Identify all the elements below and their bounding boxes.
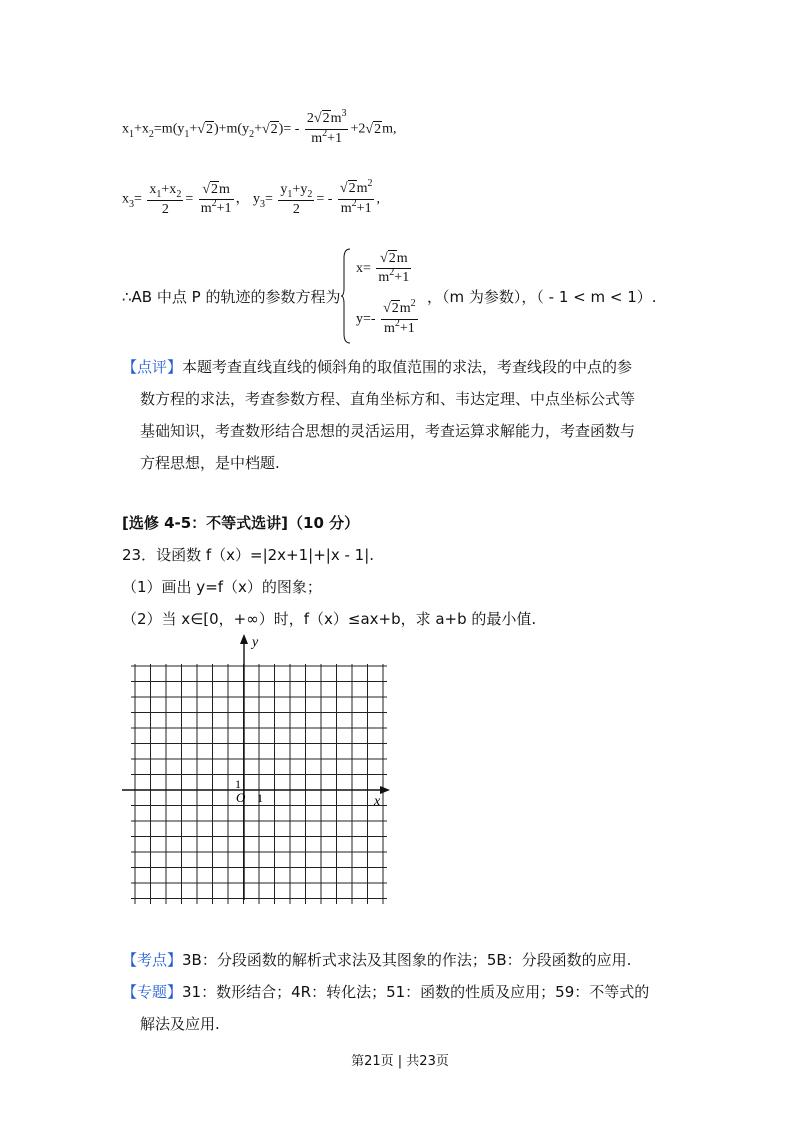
x-axis-arrow-icon xyxy=(380,786,390,794)
subscript: 2 xyxy=(148,128,154,140)
radicand: 2 xyxy=(374,121,382,137)
text: m xyxy=(311,131,323,146)
comment-line-4: 方程思想，是中档题. xyxy=(140,454,280,472)
y-axis-label: y xyxy=(252,635,259,650)
text: x xyxy=(149,181,157,197)
origin-label: O xyxy=(236,790,246,805)
comment-text: 本题考查直线直线的倾斜角的取值范围的求法，考查线段的中点的参 xyxy=(182,358,633,376)
subscript: 2 xyxy=(307,188,313,200)
text: +1 xyxy=(399,321,415,336)
fraction xyxy=(278,181,314,219)
text: m xyxy=(378,270,390,285)
text: m xyxy=(219,181,230,197)
sqrt: √2 xyxy=(339,181,356,196)
formula-line-2 xyxy=(122,180,380,219)
numerator xyxy=(147,181,183,201)
numerator xyxy=(338,180,375,200)
numerator xyxy=(199,181,234,200)
text: , xyxy=(376,191,380,207)
text: m xyxy=(200,200,212,216)
text: x= xyxy=(356,261,371,277)
page-footer: 第21页 | 共23页 xyxy=(351,1054,449,1069)
comment-line-1 xyxy=(122,357,632,377)
subscript: 1 xyxy=(184,128,190,140)
zhuanti-tag: 【专题】 xyxy=(122,983,183,1001)
radicand: 2 xyxy=(348,181,356,196)
text: m xyxy=(383,321,395,336)
param-x xyxy=(356,250,413,288)
coordinate-grid xyxy=(118,632,393,904)
zhuanti-line-2: 解法及应用. xyxy=(140,1015,220,1033)
problem-statement: 23．设函数 f（x）=|2x+1|+|x - 1|. xyxy=(122,546,375,564)
text: = xyxy=(265,191,273,207)
text: = xyxy=(134,191,142,207)
radicand: 2 xyxy=(388,251,396,266)
param-tail: ，（m 为参数），（ - 1 < m < 1）. xyxy=(427,288,657,306)
subscript: 1 xyxy=(156,188,162,200)
superscript: 2 xyxy=(394,318,400,329)
text: +x xyxy=(161,181,177,197)
x-axis-label: x xyxy=(374,794,381,809)
kaodian-tag: 【考点】 xyxy=(122,951,183,969)
var: x xyxy=(122,191,129,207)
numerator xyxy=(381,300,418,320)
fraction xyxy=(381,300,418,339)
superscript: 2 xyxy=(211,197,217,209)
denominator xyxy=(376,269,411,288)
radicand: 2 xyxy=(270,121,278,137)
text: )= - xyxy=(278,121,300,137)
radicand: 2 xyxy=(205,121,213,137)
superscript: 2 xyxy=(322,128,328,139)
fraction xyxy=(147,181,183,219)
denominator: 2 xyxy=(161,201,169,217)
text: )+m(y xyxy=(213,121,250,137)
text: m xyxy=(356,181,368,196)
fraction xyxy=(199,181,234,219)
text: m xyxy=(399,301,411,316)
denominator xyxy=(338,200,375,219)
text: = - xyxy=(316,191,333,207)
superscript: 2 xyxy=(389,267,395,278)
text: ， xyxy=(235,191,250,207)
text: +2 xyxy=(350,121,366,137)
sqrt: √2 xyxy=(313,111,330,126)
formula-line-1 xyxy=(122,110,396,149)
radicand: 2 xyxy=(211,181,219,197)
radicand: 2 xyxy=(322,111,330,126)
sqrt: √2 xyxy=(383,301,399,316)
text: m xyxy=(340,201,352,216)
text: m, xyxy=(382,121,397,137)
superscript: 2 xyxy=(351,198,357,209)
text: m xyxy=(330,111,342,126)
subscript: 2 xyxy=(176,188,182,200)
superscript: 3 xyxy=(341,108,347,119)
text: + xyxy=(254,121,262,137)
sqrt: √2 xyxy=(197,121,213,137)
text: +1 xyxy=(327,131,343,146)
text: y= xyxy=(356,311,371,327)
subscript: 1 xyxy=(129,128,134,140)
text: +x xyxy=(134,121,149,137)
subscript: 3 xyxy=(260,198,266,210)
text: = xyxy=(185,191,194,207)
fraction xyxy=(338,180,375,219)
problem-part-1: （1）画出 y=f（x）的图象； xyxy=(122,578,322,596)
comment-line-3: 基础知识，考查数形结合思想的灵活运用，考查运算求解能力，考查函数与 xyxy=(140,422,636,440)
denominator xyxy=(199,197,234,219)
unit-x-label: 1 xyxy=(257,791,263,805)
sqrt: √2 xyxy=(261,121,278,137)
sqrt: √2 xyxy=(380,251,396,266)
radicand: 2 xyxy=(391,301,399,316)
text: m xyxy=(396,251,408,266)
param-lead: ∴AB 中点 P 的轨迹的参数方程为 xyxy=(122,288,341,306)
kaodian-line xyxy=(122,950,631,970)
y-axis-arrow-icon xyxy=(240,634,248,644)
unit-y-label: 1 xyxy=(235,777,241,791)
var: y xyxy=(253,191,261,207)
numerator xyxy=(278,181,314,201)
subscript: 3 xyxy=(129,198,134,210)
comment-tag: 【点评】 xyxy=(122,358,183,376)
comment-line-2: 数方程的求法，考查参数方程、直角坐标方和、韦达定理、中点坐标公式等 xyxy=(140,390,636,408)
sqrt: √2 xyxy=(202,181,219,197)
fraction xyxy=(376,250,411,288)
kaodian-text: 3B：分段函数的解析式求法及其图象的作法；5B：分段函数的应用. xyxy=(182,951,632,969)
left-brace-icon xyxy=(341,248,351,344)
var: x xyxy=(122,121,129,137)
text: y xyxy=(280,181,288,197)
zhuanti-text: 31：数形结合；4R：转化法；51：函数的性质及应用；59：不等式的 xyxy=(182,983,650,1001)
superscript: 2 xyxy=(410,298,416,309)
denominator xyxy=(305,130,349,149)
denominator: 2 xyxy=(292,201,300,217)
brace xyxy=(341,248,351,344)
superscript: 2 xyxy=(367,178,373,189)
text: +1 xyxy=(216,200,232,216)
param-y: y=- $\frac{√2m^2}{m^2+1}$ xyxy=(356,300,420,339)
zhuanti-line-1 xyxy=(122,982,649,1002)
grid-lines xyxy=(131,664,387,904)
subscript: 2 xyxy=(249,128,255,140)
text: 2 xyxy=(306,111,314,126)
subscript: 1 xyxy=(287,188,293,200)
numerator xyxy=(305,110,349,130)
section-title: [选修 4-5：不等式选讲]（10 分） xyxy=(122,514,360,532)
denominator xyxy=(381,320,418,339)
fraction xyxy=(305,110,349,149)
text: +y xyxy=(292,181,308,197)
sqrt: √2 xyxy=(365,121,382,137)
text: +1 xyxy=(356,201,372,216)
text: + xyxy=(189,121,198,137)
problem-part-2: （2）当 x∈[0，+∞）时，f（x）≤ax+b，求 a+b 的最小值. xyxy=(122,610,537,628)
text: +1 xyxy=(394,270,410,285)
text: =m(y xyxy=(153,121,185,137)
